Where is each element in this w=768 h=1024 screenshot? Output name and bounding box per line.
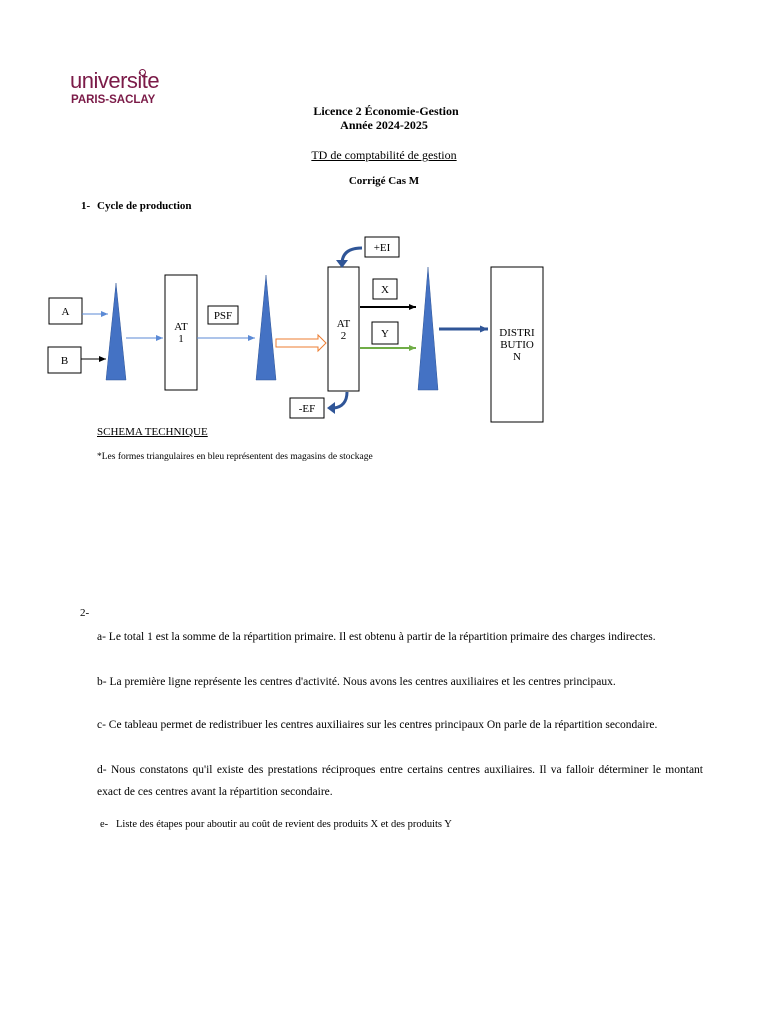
svg-text:2: 2 [340, 330, 347, 342]
workshop-at2-box [328, 267, 359, 391]
university-logo-subtitle: PARIS-SACLAY [71, 94, 156, 106]
product-y-box [372, 322, 398, 344]
svg-text:Y: Y [381, 328, 389, 340]
svg-text:N: N [513, 351, 521, 363]
arrow-final-stock-head [327, 402, 335, 414]
svg-text:-EF: -EF [298, 403, 316, 415]
paragraph-b: b- La première ligne représente les centres d'activité. Nous avons les centres auxiliaires et les centres principaux. [97, 676, 616, 688]
product-x-box [373, 279, 397, 299]
input-box-b [48, 347, 81, 373]
svg-text:1: 1 [178, 333, 184, 345]
paragraph-d: d- Nous constatons qu'il existe des prestations réciproques entre certains centres auxiliaires. Il va falloir déterminer le montant exact de ces centres avant la répartition secondaire. [97, 764, 703, 798]
svg-text:AT: AT [336, 318, 351, 330]
logo-accent-circle [139, 69, 146, 76]
storage-triangle-semi-finished [256, 275, 276, 380]
section-1-title: Cycle de production [97, 200, 192, 212]
initial-stock-box [365, 237, 399, 257]
workshop-at1-box [165, 275, 197, 390]
svg-text:+EI: +EI [373, 242, 391, 254]
arrow-final-stock-out [334, 392, 347, 408]
svg-text:PSF: PSF [213, 310, 233, 322]
svg-text:BUTIO: BUTIO [500, 339, 534, 351]
paragraph-c: c- Ce tableau permet de redistribuer les centres auxiliaires sur les centres principaux On parle de la répartition secondaire. [97, 719, 658, 731]
section-1-number: 1- [81, 200, 91, 212]
svg-text:B: B [60, 355, 69, 367]
header-course-title: TD de comptabilité de gestion [311, 148, 457, 162]
header-subtitle: Corrigé Cas M [348, 175, 420, 187]
header-year: Année 2024-2025 [340, 118, 428, 132]
paragraph-e-label: e- [100, 819, 109, 830]
arrow-storage-to-at2 [276, 335, 326, 351]
semi-finished-products-box [208, 306, 238, 324]
paragraph-e: Liste des étapes pour aboutir au coût de revient des produits X et des produits Y [116, 819, 452, 830]
diagram-footnote: *Les formes triangulaires en bleu représentent des magasins de stockage [97, 452, 373, 462]
header-program: Licence 2 Économie-Gestion [313, 104, 459, 118]
storage-triangle-raw-materials [106, 283, 126, 380]
university-logo-wordmark: universite [70, 68, 160, 93]
svg-text:X: X [381, 284, 389, 296]
input-box-a [49, 298, 82, 324]
final-stock-box [290, 398, 324, 418]
paragraph-a: a- Le total 1 est la somme de la répartition primaire. Il est obtenu à partir de la répartition primaire des charges indirectes. [97, 631, 656, 643]
svg-text:DISTRI: DISTRI [499, 327, 535, 339]
storage-triangle-finished-products [418, 267, 438, 390]
diagram-caption: SCHEMA TECHNIQUE [97, 426, 208, 438]
svg-text:AT: AT [174, 321, 188, 333]
production-cycle-diagram [0, 230, 768, 430]
section-2-number: 2- [80, 607, 90, 619]
svg-text:A: A [61, 306, 70, 318]
distribution-box [491, 267, 543, 422]
